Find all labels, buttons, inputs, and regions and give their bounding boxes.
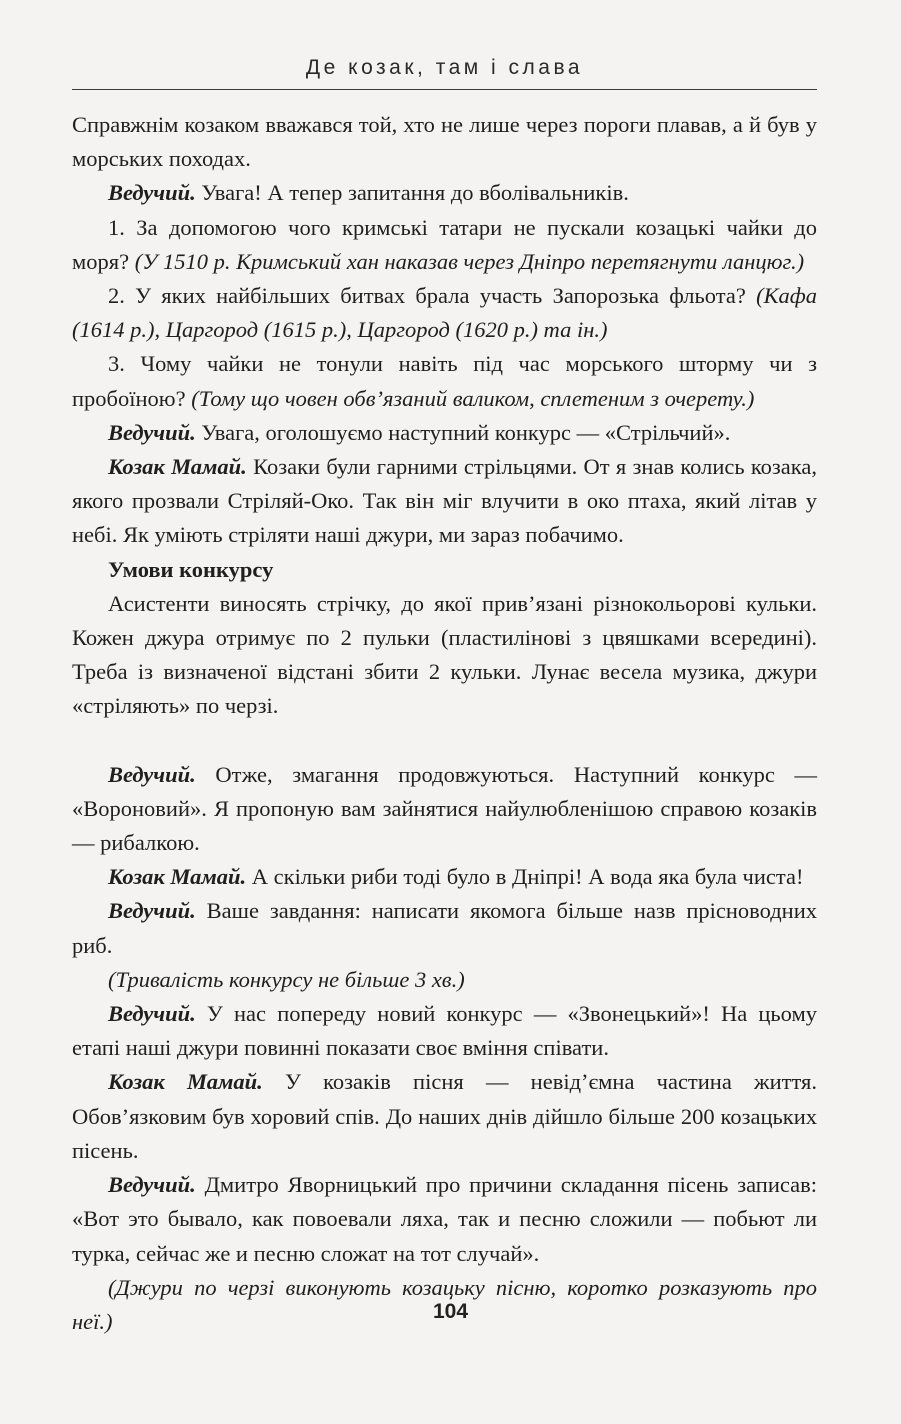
paragraph-text: Увага! А тепер запитання до вболівальників. [195, 180, 629, 206]
paragraph [72, 416, 817, 450]
question-text: 2. У яких найбільших битвах брала участь Запорозька фльота? [108, 283, 757, 309]
paragraph [72, 758, 817, 861]
paragraph-text: Ваше завдання: написати якомога більше назв прісноводних риб. [72, 898, 817, 958]
running-head: Де козак, там і слава [305, 56, 584, 79]
paragraph-text: У нас попереду новий конкурс — «Звонецький»! На цьому етапі наші джури повинні показати своє вміння співати. [72, 1001, 817, 1061]
question-text: 1. За допомогою чого кримські татари не пускали козацькі чайки до моря? [72, 214, 817, 274]
question-2 [72, 279, 817, 347]
page-number: 104 [432, 1300, 469, 1323]
speaker-name: Козак Мамай. [108, 454, 247, 480]
body-text [72, 108, 817, 1339]
speaker-name: Ведучий. [108, 1172, 196, 1198]
paragraph [72, 860, 817, 894]
paragraph-text: Дмитро Яворницький про причини складання пісень записав: «Вот это бывало, как повоевали ляха, так и песню сложили — побьют ли турка, сейчас же и песню сложат на тот случай». [72, 1172, 817, 1266]
paragraph-text: Отже, змагання продовжуються. Наступний конкурс — «Вороновий». Я пропоную вам зайнятися найулюбленішою справою козаків — рибалкою. [72, 761, 817, 856]
question-text: 3. Чому чайки не тонули навіть під час морського шторму чи з пробоїною? [72, 351, 817, 411]
speaker-name: Ведучий. [108, 898, 196, 924]
speaker-name: Ведучий. [108, 761, 196, 787]
speaker-name: Ведучий. [108, 419, 196, 445]
speaker-name: Ведучий. [108, 180, 196, 206]
paragraph-text: Справжнім козаком вважався той, хто не лише через пороги плавав, а й був у морських походах. [72, 112, 817, 172]
question-answer: (У 1510 р. Кримський хан наказав через Дніпро перетягнути ланцюг.) [134, 248, 805, 274]
paragraph-text: Увага, оголошуємо наступний конкурс — «Стрільчий». [195, 419, 731, 445]
paragraph-text: У козаків пісня — невід’ємна частина життя. Обов’язковим був хоровий спів. До наших днів дійшло більше 200 козацьких пісень. [72, 1069, 817, 1163]
paragraph [72, 997, 817, 1065]
stage-direction: (Джури по черзі виконують козацьку пісню, коротко розказують про неї.) [72, 1274, 817, 1334]
speaker-name: Козак Мамай. [108, 864, 247, 890]
paragraph-text: А скільки риби тоді було в Дніпрі! А вода яка була чиста! [246, 864, 804, 890]
speaker-name: Козак Мамай. [108, 1069, 263, 1095]
conditions-heading: Умови конкурсу [108, 556, 274, 582]
paragraph [72, 1065, 817, 1168]
question-answer: (Кафа (1614 р.), Царгород (1615 р.), Царгород (1620 р.) та ін.) [72, 283, 817, 343]
conditions-text: Асистенти виносять стрічку, до якої прив’язані різнокольорові кульки. Кожен джура отримує по 2 пульки (пластилінові з цвяшками всередині). Треба із визначеної відстані збити 2 кульки. Лунає весела музика, джури «стріляють» по черзі. [72, 590, 817, 719]
paragraph [72, 450, 817, 553]
question-answer: (Тому що човен обв’язаний валиком, сплетеним з очерету.) [191, 385, 755, 411]
paragraph [72, 1168, 817, 1271]
paragraph-text: Козаки були гарними стрільцями. От я знав колись козака, якого прозвали Стріляй-Око. Так він міг влучити в око птаха, який літав у небі. Як уміють стріляти наші джури, ми зараз побачимо. [72, 454, 817, 548]
paragraph [72, 176, 817, 210]
speaker-name: Ведучий. [108, 1001, 196, 1027]
header-rule [72, 89, 817, 90]
paragraph [72, 894, 817, 962]
stage-direction: (Тривалість конкурсу не більше 3 хв.) [108, 966, 465, 992]
question-1 [72, 211, 817, 279]
question-3 [72, 347, 817, 415]
paragraph [72, 108, 817, 176]
